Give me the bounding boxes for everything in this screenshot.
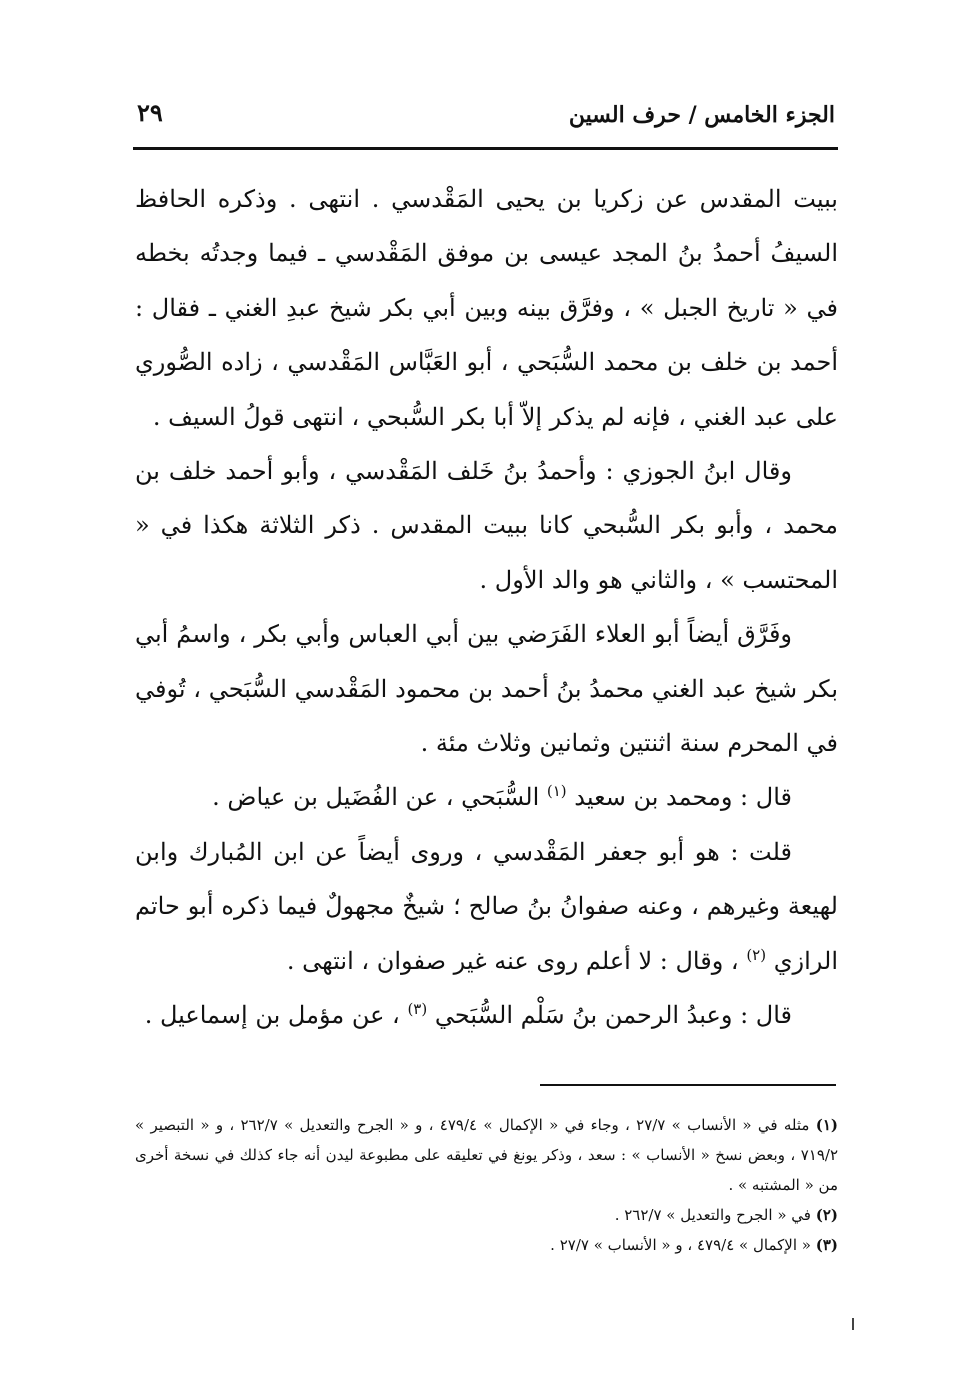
paragraph-2: وقال ابنُ الجوزي : وأحمدُ بنُ خَلف المَقْدسي ، وأبو أحمد خلف بن محمد ، وأبو بكر السُّبحي كانا ببيت المقدس . ذكر الثلاثة هكذا في « المحتسب » ، والثاني هو والد الأول . — [135, 457, 838, 594]
footnote-ref-2[interactable]: (٢) — [746, 945, 767, 964]
footnote-2-mark: (٢) — [815, 1206, 838, 1224]
page-number: ٢٩ — [137, 98, 163, 127]
paragraph-4-text-end: السُّبَحي ، عن الفُضَيل بن عياض . — [212, 783, 547, 812]
paragraph-1: ببيت المقدس عن زكريا بن يحيى المَقْدسي . انتهى . وذكره الحافظ السيفُ أحمدُ بنُ المجد عيسى بن موفق المَقْدسي ـ فيما وجدتُه بخطه في « تاريخ الجبل » ، وفرَّق بينه وبين أبي بكر شيخ عبدِ الغني ـ فقال : أحمد بن خلف بن محمد السُّبَحي ، أبو العَبَّاس المَقْدسي ، زاده الصُّوري على عبد الغني ، فإنه لم يذكر إلاّ أبا بكر السُّبحي ، انتهى قولُ السيف . — [135, 185, 838, 431]
paragraph-6-text: قال : وعبدُ الرحمن بنُ سَلْم السُّبَحي — [434, 1001, 792, 1030]
footnote-separator — [540, 1084, 836, 1086]
footnote-3-mark: (٣) — [815, 1236, 838, 1254]
paragraph-5-text-end: ، وقال : لا أعلم روى عنه غير صفوان ، انتهى . — [286, 946, 747, 975]
paragraph-5-text: قلت : هو أبو جعفر المَقْدسي ، وروى أيضاً عن ابن المُبارك وابن لهيعة وغيرهم ، وعنه صفوانُ بنُ صالح ؛ شيخٌ مجهولٌ فيما ذكره أبو حاتم الرازي — [135, 837, 838, 975]
footnote-2-text: في « الجرح والتعديل » ٢٦٢/٧ . — [614, 1206, 811, 1224]
footnote-1-mark: (١) — [815, 1116, 838, 1134]
footnote-ref-3[interactable]: (٣) — [407, 1000, 428, 1019]
main-text — [135, 172, 838, 1043]
footnote-1-text: مثله في « الأنساب » ٢٧/٧ ، وجاء في « الإكمال » ٤٧٩/٤ ، و « الجرح والتعديل » ٢٦٢/٧ ، و « التبصير » ٧١٩/٢ ، وبعض نسخ « الأنساب » : سعد ، وذكر يونغ في تعليقه على مطبوعة ليدن أنه جاء كذلك في نسخة أخرى من « المشتبه » . — [135, 1116, 838, 1194]
paragraph-4 — [135, 770, 838, 824]
running-header — [135, 96, 835, 136]
paragraph-6-text-end: ، عن مؤمل بن إسماعيل . — [144, 1001, 408, 1030]
header-rule — [133, 147, 838, 150]
footnotes — [135, 1110, 838, 1260]
footnote-2 — [135, 1200, 838, 1230]
paragraph-4-text: قال : ومحمد بن سعيد — [574, 783, 792, 812]
header-title: الجزء الخامس / حرف السين — [568, 102, 835, 128]
footnote-1 — [135, 1110, 838, 1200]
footnote-ref-1[interactable]: (١) — [546, 782, 567, 801]
scan-mark — [852, 1318, 854, 1330]
footnote-3 — [135, 1230, 838, 1260]
paragraph-6 — [135, 988, 838, 1042]
footnote-3-text: « الإكمال » ٤٧٩/٤ ، و « الأنساب » ٢٧/٧ . — [550, 1236, 811, 1254]
paragraph-5 — [135, 825, 838, 988]
paragraph-3: وفَرَّق أيضاً أبو العلاء الفَرَضي بين أبي العباس وأبي بكر ، واسمُ أبي بكر شيخ عبد الغني محمدُ بنُ أحمد بن محمود المَقْدسي السُّبَحي ، تُوفي في المحرم سنة اثنتين وثمانين وثلاث مئة . — [135, 620, 838, 758]
